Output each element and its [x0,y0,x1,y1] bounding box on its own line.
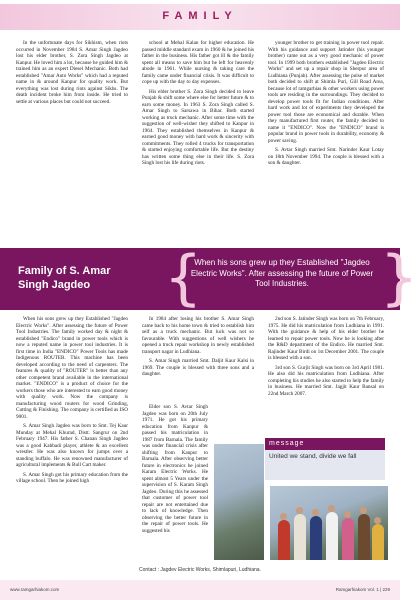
message-box [265,438,385,482]
person-head [360,507,367,514]
top-column-2 [142,40,254,170]
person-figure [294,514,306,560]
person-head [312,509,319,516]
person-head [296,507,303,514]
person-figure [326,512,338,560]
person-figure [372,524,384,560]
bottom-column-2 [142,316,254,381]
page-footer [0,580,400,600]
page-header [0,0,400,34]
pull-quote: When his sons grew up they Established "Jagdeo Electric Works". After assessing the future of Power Tool Industries. [190,258,374,288]
paragraph: S. Amar Singh Jagdeo was born to Smt. Tej Kaur Munday at Mehal Khurad, Distt. Sangrur on 2nd February 1947. His father S. Chanan Singh Jagdeo was a good Kabbadi player, athlete & an excellent wrestler. He was also known for jumps over a standing buffalo. He was renowned manufacturer of agricultural implements & Bull Cart maker. [16,423,128,468]
paragraph: In 1984 after losing his brother S. Amar Singh came back to his home town & tried to establish him self as a truck mechanic. But luck was not so favourable. With suggestions of well wishers he opened a truck repair workshop in newly established transport nagar in Ludhiana. [142,316,254,355]
family-photo [214,444,264,560]
message-label: message [265,438,385,450]
paragraph: school at Mehal Kalan for higher education. He passed middle standard exam in 1960 & he joined his father in the business. His father got ill & the family spent all means to save him but he left for heavenly abode in 1961. While nursing & taking care the family came under financial crisis. It was difficult to cope up with the day to day expenses. [142,40,254,85]
bottom-column-3 [268,316,384,400]
person-head [280,513,287,520]
family-group-photo [270,486,388,560]
bottom-column-2-lower [142,404,208,537]
paragraph: In the unfortunate days for Sikhism, when riots occurred in November 1984 S. Amar Singh Jagdeo lost his elder brother, S. Zora Singh Jagdeo at Kanpur. He loved him a lot, because he guided him & trained him as an expert Diesel Mechanic. Both had established "Amar Auto Works" which had a reputed name in & around Kanpur for quality work. But everything was lost during riots against Sikhs. The death incident broke him from inside. He tried to settle at various places but could not succeed. [16,40,128,105]
paragraph: When his sons grew up they Established "Jagdeo Electric Works". After assessing the future of Power Tool Industries. The family worked day & night & established "Endico" brand in power tools which is now a reputed name in power tool industries. It is first time in India "ENDICO" Power Tools has made Indigenous ROUTER. This machine has been developed according to the need of carpenters. The features & quality of "ROUTER" is better than any other competent brand available in the international market. "ENDICO" is a product of choice for the workers those who are interested to earn good money with quality work. Now the company is manufacturing wood routers for wood Grinding, Cutting & Finishing. The company is certified as ISO 9001. [16,316,128,420]
person-head [344,511,351,518]
paragraph: S. Amar Singh married Smt. Daljit Kaur Kalsi in 1969. The couple is blessed with three sons and a daughter. [142,358,254,377]
paragraph: S. Amar Singh got his primary education from the village school. Then he joined high [16,471,128,484]
top-column-1 [16,40,128,108]
photo-caption: Contact : Jagdev Electric Works, Shimlapuri, Ludhiana. [139,567,261,573]
person-figure [310,516,322,560]
paragraph: His elder brother S. Zora Singh decided to leave Punjab & shift some where else for better future & to earn some money. In 1963 S. Zora Singh called S. Amar Singh to Sarsawa in Bihar. Both started working as truck mechanic. After some time with the suggestion of well-wisher they shifted to Kanpur in 1964. They established themselves in Kanpur & earned good money with hard work & sincerity with commitments. They rolled 4 trucks for transportation & started enjoying comfortable life. But the destiny has written some thing else in their life. S. Zora Singh lost his life during riots. [142,88,254,166]
person-head [374,517,381,524]
message-text: United we stand, divide we fall [265,450,385,480]
bottom-column-1 [16,316,128,488]
paragraph: younger brother to get training in power tool repair. With his guidance and support Jatinder (his younger brother) came out as a very good mechanic of power tool. In 1999 both brothers established "Jagdeo Electric Works" and set up a repair shop in Sherpur area of Ludhiana (Punjab). After assessing the pulse of market both decided to shift at Shimla Puri, Gill Road Area, because lot of ramgarhias & other workers using power tools are residing in the surroundings. They decided to develop power tools fit for Indian conditions. After hard work and lot of experiments they developed the power tool those are economical and durable. When they manufactured first router, the family decided to name it "ENDICO". Now the "ENDICO" brand is popular brand in power tools in durability, economy & power saving. [268,40,384,144]
website-url: www.ramgarhiakom.com [10,587,60,592]
left-brace-icon: { [164,243,203,313]
paragraph: Elder son S. Avtar Singh Jagdeo was born on 20th July 1971. He got his primary education from Kanpur & passed his matriculation in 1987 from Barnala. The family was under financial crisis after shifting from Kanpur to Barnala. After observing better future in electronics he joined Karam Electric Works. He spent almost 5 Years under the supervision of S. Karam Singh Jagdeo. During this he assessed that customer of power tool repair are not entertained due to lack of knowledge. Then observing the better future in the repair of power tools. He suggested his [142,404,208,534]
person-head [328,505,335,512]
person-figure [342,518,354,560]
person-figure [358,514,370,560]
section-title: FAMILY [162,10,238,22]
page-info: Ramgarhiakom Vol. 1 | 229 [335,587,390,592]
paragraph: 3rd son S. Gurjit Singh was born on 3rd April 1981. He also did his matriculation from Ludhiana. After completing his studies he also started to help the family in business. He married Smt. Jagjit Kaur Bansal on 22nd March 2007. [268,364,384,397]
pull-quote-banner [0,243,418,313]
paragraph: S. Avtar Singh married Smt. Narinder Kaur Lotay on 18th November 1994. The couple is blessed with a son & daughter. [268,147,384,166]
right-brace-icon: } [380,243,418,313]
person-figure [278,520,290,560]
top-column-3 [268,40,384,170]
family-heading: Family of S. Amar Singh Jagdeo [18,265,111,291]
paragraph: 2nd son S. Jatinder Singh was born on 7th February, 1975. He did his matriculation from Ludhiana in 1991. With the guidance & help of his elder brother he learned to repair power tools. Now he is looking after the R&D department of the Endico. He married Smt. Rajinder Kaur Birdi on 1st December 2001. The couple is blessed with a son. [268,316,384,361]
